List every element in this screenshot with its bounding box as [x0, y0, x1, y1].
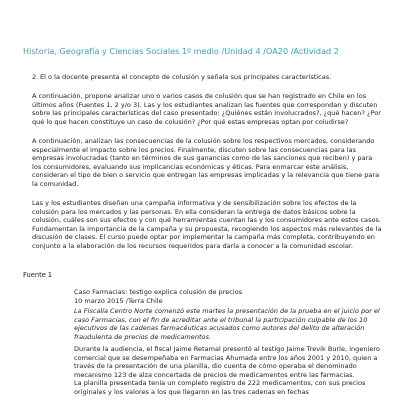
article-lead: La Fiscalía Centro Norte comenzó este martes la presentación de la prueba en el juicio por el caso Farmacias, con el fin de acreditar ante el tribunal la participación culpable de los 10 ejecutivos de las cadenas farmacéuticas acusados como autores del delito de alteración fraudulenta de precios de medicamentos.	[74, 307, 380, 341]
paragraph-analysis-cases: A continuación, propone analizar uno o varios casos de colusión que se han registrado en Chile en los últimos años (Fuentes 1, 2 y/o 3). Las y los estudiantes analizan las fuentes que correspondan y discuten sobre las principales características del caso presentado: ¿Quiénes están involucrados?, ¿qué hacen? ¿Por qué lo que hacen constituye un caso de colusión? ¿Por qué estas empresas optan por coludirse?	[32, 92, 381, 126]
page-header-title: Historia, Geografía y Ciencias Sociales 1º medio /Unidad 4 /OA20 /Actividad 2	[23, 46, 339, 56]
paragraph-campaign: Las y los estudiantes diseñan una campaña informativa y de sensibilización sobre los efectos de la colusión para los mercados y las personas. En ella consideran la entrega de datos básicos sobre la colusión, cuáles son sus efectos y con qué herramientas cuentan las y los consumidores ante estos casos. Fundamentan la importancia de la campaña y su propuesta, recogiendo los aspectos más relevantes de la discusión de clases. El curso puede optar por implementar la campaña más completa, contribuyendo en conjunto a la elaboración de los recursos requeridos para darla a conocer a la comunidad escolar.	[32, 199, 382, 250]
article-body-continued: La planilla presentada tenía un completo registro de 222 medicamentos, con sus precios originales y los valores a los que llegaron en las tres cadenas en fechas	[74, 379, 366, 396]
source-label: Fuente 1	[23, 271, 53, 279]
article-title: Caso Farmacias: testigo explica colusión de precios	[74, 288, 243, 296]
article-date: 10 marzo 2015 /Terra Chile	[74, 296, 163, 305]
article-body: Durante la audiencia, el fiscal Jaime Retamal presentó al testigo Jaime Trevik Burle, ingeniero comercial que se desempeñaba en Farmacias Ahumada entre los años 2001 y 2010, quien a través de la presentación de una planilla, dio cuenta de cómo operaba el denominado mecanismo 123 de alza concertada de precios de medicamentos entre las farmacias.	[74, 345, 380, 379]
item-text: El o la docente presenta el concepto de colusión y señala sus principales características.	[40, 73, 332, 81]
paragraph-consequences: A continuación, analizan las consecuencias de la colusión sobre los respectivos mercados, considerando especialmente el impacto sobre los precios. Finalmente, discuten sobre las consecuencias para las empresas involucradas (tanto en términos de sus ganancias como de las sanciones que reciben) y para los consumidores, evaluando sus implicancias económicas y éticas. Para enmarcar este análisis, consideran el tipo de bien o servicio que entregan las empresas implicadas y la relevancia que tiene para la comunidad.	[32, 137, 380, 188]
activity-item	[32, 73, 377, 82]
article-heading	[74, 288, 374, 305]
item-number: 2.	[32, 73, 39, 81]
